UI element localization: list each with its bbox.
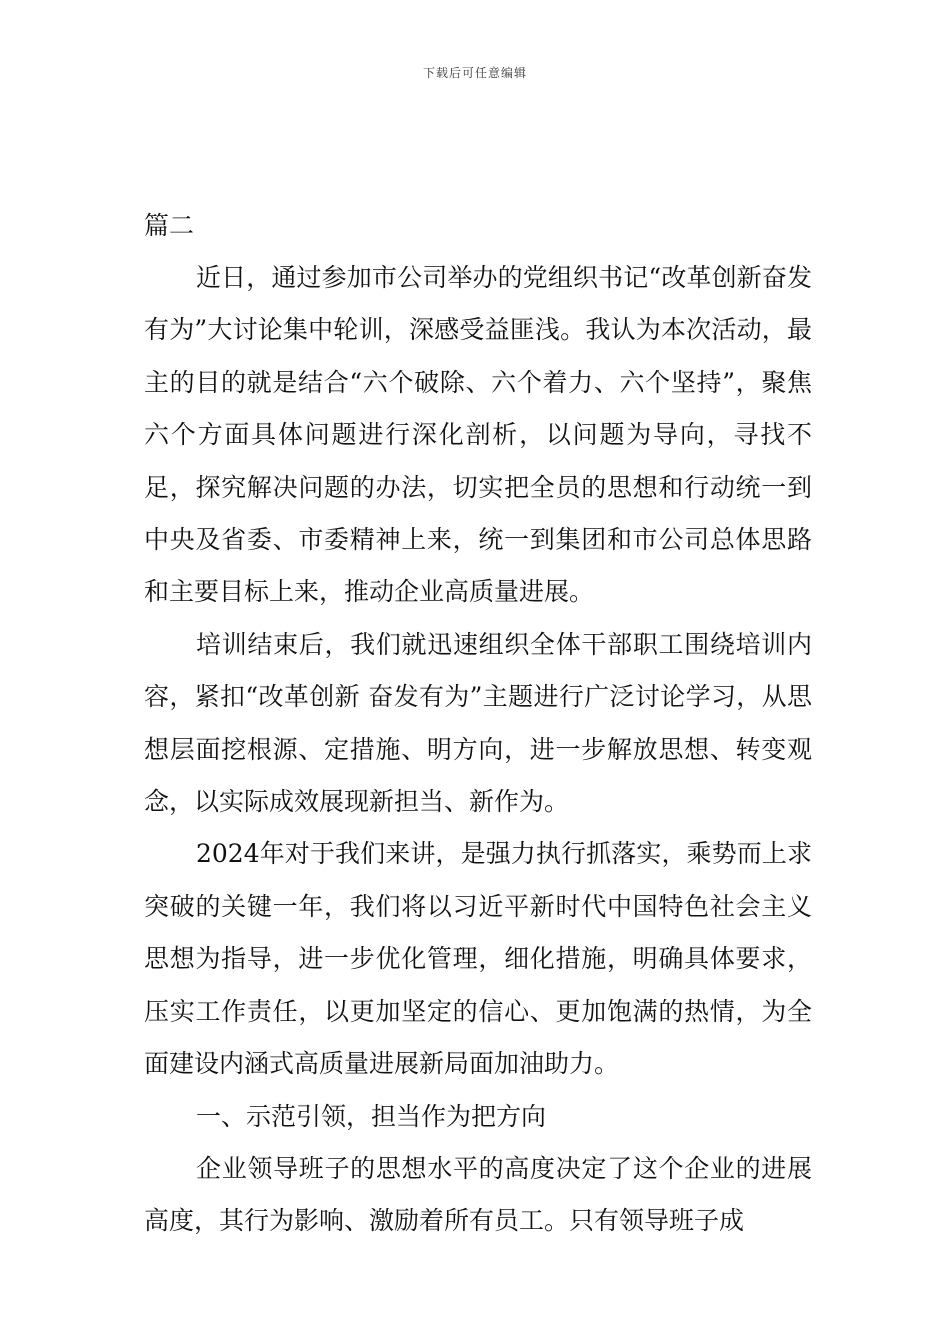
document-body: [144, 200, 812, 1248]
section-heading-1: 一、示范引领，担当作为把方向: [196, 1101, 547, 1131]
paragraph-1: 近日，通过参加市公司举办的党组织书记“改革创新奋发有为”大讨论集中轮训，深感受益匪浅。我认为本次活动，最主的目的就是结合“六个破除、六个着力、六个坚持”，聚焦六个方面具体问题进行深化剖析，以问题为导向，寻找不足，探究解决问题的办法，切实把全员的思想和行动统一到中央及省委、市委精神上来，统一到集团和市公司总体思路和主要目标上来，推动企业高质量进展。: [144, 263, 812, 607]
section-label: 篇二: [144, 211, 195, 240]
paragraph-2: 培训结束后，我们就迅速组织全体干部职工围绕培训内容，紧扣“改革创新 奋发有为”主题进行广泛讨论学习，从思想层面挖根源、定措施、明方向，进一步解放思想、转变观念，以实际成效展现新担当、新作为。: [144, 629, 812, 817]
page-header-note: 下载后可任意编辑: [422, 66, 527, 80]
paragraph-3: 2024年对于我们来讲，是强力执行抓落实，乘势而上求突破的关键一年，我们将以习近平新时代中国特色社会主义思想为指导，进一步优化管理，细化措施，明确具体要求，压实工作责任，以更加坚定的信心、更加饱满的热情，为全面建设内涵式高质量进展新局面加油助力。: [144, 839, 812, 1079]
paragraph-4: 企业领导班子的思想水平的高度决定了这个企业的进展高度，其行为影响、激励着所有员工。只有领导班子成: [144, 1153, 812, 1236]
